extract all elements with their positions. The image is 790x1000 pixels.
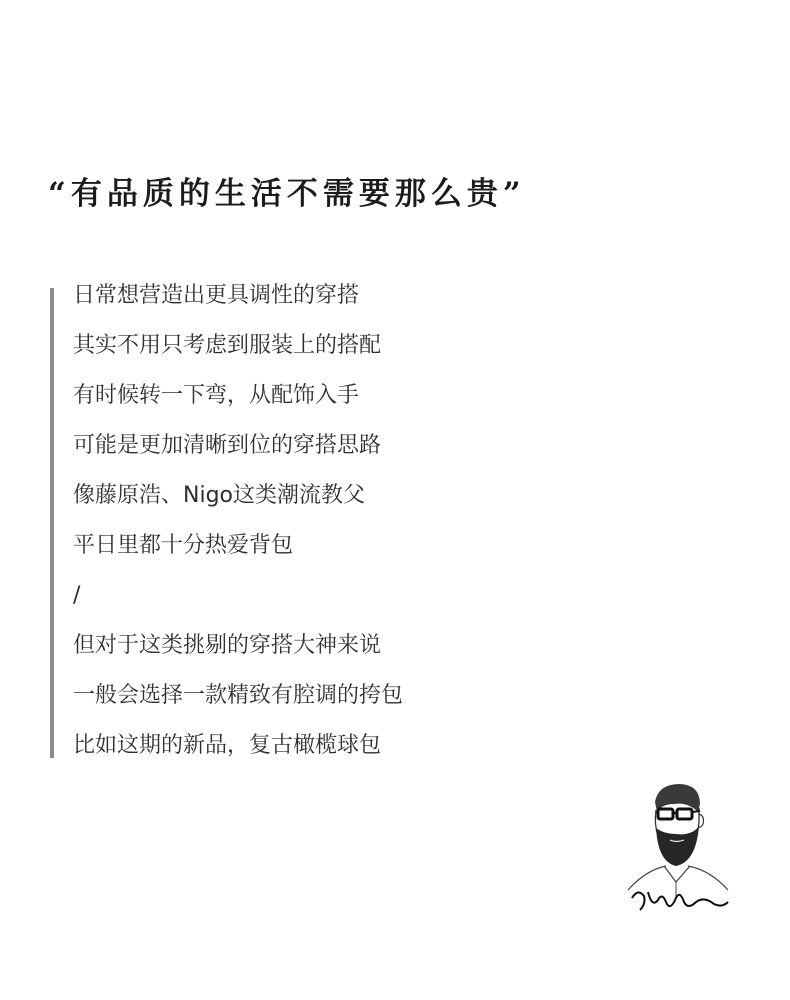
glasses-arm (692, 811, 700, 812)
quote-line: 有时候转一下弯，从配饰入手 (73, 383, 360, 408)
beard-shape (656, 826, 699, 866)
quote-line: 可能是更加清晰到位的穿搭思路 (73, 433, 382, 458)
quote-line: 比如这期的新品，复古橄榄球包 (73, 733, 382, 758)
signature-text: 诺安 (678, 907, 694, 916)
signature (618, 770, 738, 920)
quote-bar (50, 288, 54, 758)
left-shoulder (628, 866, 666, 890)
quote-line: 但对于这类挑剔的穿搭大神来说 (73, 633, 382, 658)
quote-line: 其实不用只考虑到服装上的搭配 (73, 333, 382, 358)
quote-block (50, 282, 610, 757)
glasses-left-lens (658, 809, 673, 819)
collar (664, 866, 690, 882)
quote-line: 平日里都十分热爱背包 (73, 533, 294, 558)
bearded-man-portrait-icon (618, 770, 738, 920)
quote-lines (73, 282, 403, 782)
right-shoulder (688, 866, 728, 890)
quote-line: 像藤原浩、Nigo这类潮流教父 (73, 483, 365, 508)
quote-line: / (73, 583, 81, 608)
headline: “有品质的生活不需要那么贵” (48, 176, 526, 212)
quote-line: 一般会选择一款精致有腔调的挎包 (73, 683, 404, 708)
quote-line: 日常想营造出更具调性的穿搭 (73, 283, 360, 308)
glasses-right-lens (677, 809, 692, 819)
